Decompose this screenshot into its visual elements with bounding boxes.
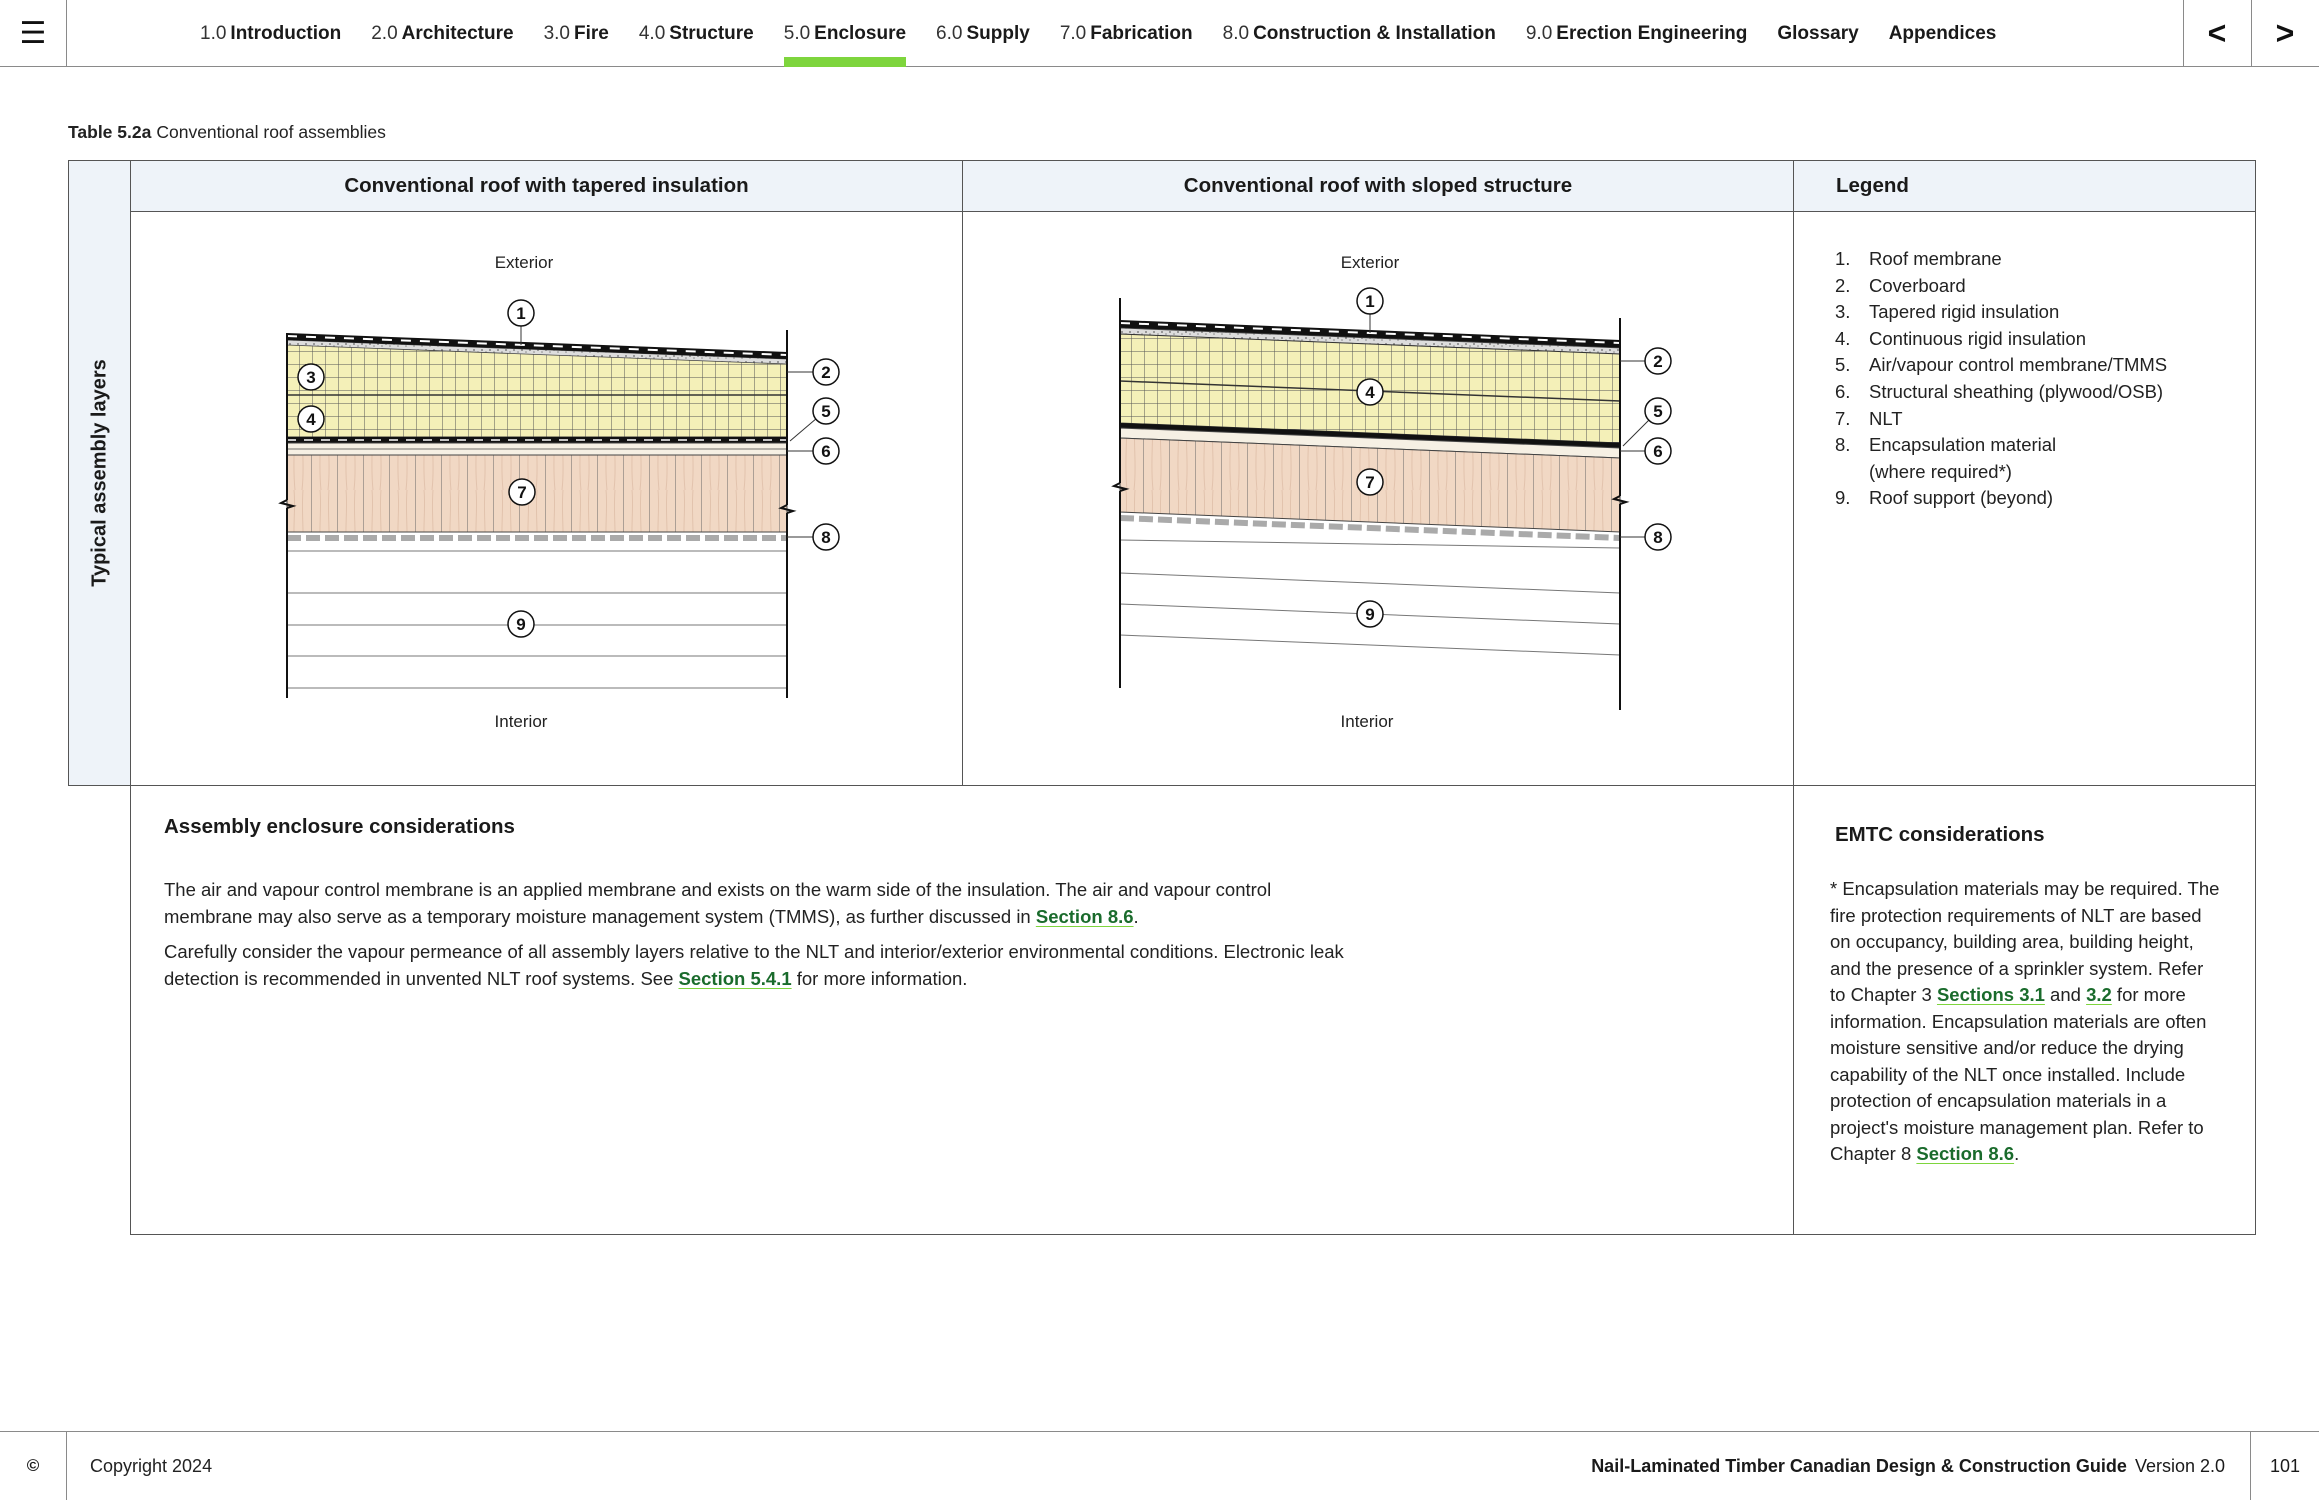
legend-text: NLT — [1869, 407, 1903, 429]
callout-1: 1 — [516, 304, 526, 323]
legend-text: Air/vapour control membrane/TMMS — [1869, 354, 2168, 376]
guide-title — [1591, 1432, 2225, 1500]
callout-3: 3 — [306, 368, 316, 387]
section-5-4-1-link[interactable]: Section 5.4.1 — [678, 967, 792, 989]
diagram-sloped-structure — [1114, 253, 1671, 731]
legend-number: 2. — [1835, 274, 1851, 296]
page-number: 101 — [2250, 1432, 2319, 1500]
menu-icon[interactable]: ☰ — [0, 0, 67, 67]
paragraph-text: . — [1133, 905, 1139, 927]
legend-item — [1835, 299, 2189, 326]
legend-item — [1835, 485, 2189, 512]
paragraph-text: for more information. — [791, 967, 968, 989]
paragraph-text: and — [2044, 984, 2087, 1005]
callout-2: 2 — [821, 363, 831, 382]
section-3-2-link[interactable]: 3.2 — [2086, 984, 2112, 1005]
legend-item — [1835, 326, 2189, 353]
sections-3-1-link[interactable]: Sections 3.1 — [1936, 984, 2045, 1005]
legend-number: 1. — [1835, 248, 1851, 269]
enclosure-title: Assembly enclosure considerations — [164, 815, 515, 838]
section-8-6-link[interactable]: Section 8.6 — [1035, 905, 1134, 927]
tab-number: 8.0 — [1222, 22, 1250, 44]
tab-number: 5.0 — [783, 22, 811, 44]
tab-label: Fabrication — [1090, 22, 1193, 44]
tab-label: Glossary — [1777, 22, 1859, 44]
legend-number: 9. — [1835, 487, 1851, 509]
emtc-title: EMTC considerations — [1835, 823, 2045, 846]
legend-item — [1835, 352, 2189, 379]
emtc-paragraph — [1830, 876, 2220, 1168]
interior-label: Interior — [494, 712, 548, 731]
tab-label: Erection Engineering — [1556, 22, 1748, 44]
paragraph-text: Carefully consider the vapour permeance of all assembly layers relative to the NLT and interior/exterior environmental conditions. Electronic leak detection is recommended in unvented NLT roof systems. See — [164, 941, 1344, 989]
legend-item — [1835, 406, 2189, 433]
tab-number: 2.0 — [371, 22, 398, 44]
tab-number: 6.0 — [936, 22, 963, 44]
legend-text: Roof membrane — [1869, 248, 2002, 269]
legend-number: 8. — [1835, 434, 1851, 456]
legend-text: Roof support (beyond) — [1869, 487, 2054, 509]
tab-label: Introduction — [230, 22, 342, 44]
legend-number: 5. — [1835, 354, 1851, 376]
callout-9: 9 — [1365, 605, 1375, 624]
legend-number: 4. — [1835, 327, 1851, 349]
legend-number: 3. — [1835, 301, 1851, 323]
paragraph-text: * Encapsulation materials may be required. The fire protection requirements of NLT are based on occupancy, building area, building height, and the presence of a sprinkler system. Refer to Chapter 3 — [1830, 878, 2220, 1005]
legend-list — [1835, 246, 2189, 512]
legend-item — [1835, 432, 2189, 485]
callout-7: 7 — [1365, 473, 1375, 492]
header-tapered-insulation: Conventional roof with tapered insulation — [130, 160, 963, 212]
row-label: Typical assembly layers — [88, 359, 110, 587]
tab-number: 3.0 — [543, 22, 570, 44]
chevron-right-icon: > — [2275, 15, 2295, 51]
callout-6: 6 — [821, 442, 831, 461]
interior-label: Interior — [1340, 712, 1394, 731]
legend-text: Coverboard — [1869, 274, 1966, 296]
tab-label: Fire — [574, 22, 609, 44]
guide-version: Version 2.0 — [2134, 1455, 2225, 1476]
paragraph-text: The air and vapour control membrane is an applied membrane and exists on the warm side of the insulation. The air and vapour control membrane may also serve as a temporary moisture management system (TMMS), as further discussed in — [164, 879, 1272, 927]
section-8-6-link[interactable]: Section 8.6 — [1916, 1143, 2015, 1164]
legend-text: Structural sheathing (plywood/OSB) — [1869, 380, 2164, 402]
paragraph-text: . — [2014, 1143, 2020, 1164]
tab-number: 4.0 — [638, 22, 666, 44]
legend-text: Tapered rigid insulation — [1869, 301, 2060, 323]
exterior-label: Exterior — [1340, 253, 1400, 272]
legend-item — [1835, 273, 2189, 300]
tab-number: 7.0 — [1059, 22, 1087, 44]
tab-label: Construction & Installation — [1253, 22, 1496, 44]
tab-label: Supply — [966, 22, 1030, 44]
table-caption-label: Table 5.2a — [68, 122, 152, 142]
exterior-label: Exterior — [494, 253, 554, 272]
tab-number: 1.0 — [200, 22, 227, 44]
guide-name: Nail-Laminated Timber Canadian Design & Construction Guide — [1591, 1455, 2127, 1476]
legend-item — [1835, 246, 2189, 273]
legend-text: Continuous rigid insulation — [1869, 327, 2086, 349]
table-caption-text: Conventional roof assemblies — [156, 122, 386, 142]
enclosure-paragraph-1 — [164, 877, 1354, 930]
callout-8: 8 — [821, 528, 831, 547]
paragraph-text: for more information. Encapsulation materials are often moisture sensitive and/or reduce the drying capability of the NLT once installed. Include protection of encapsulation materials in a project's moisture management plan. Refer to Chapter 8 — [1830, 984, 2207, 1164]
header-sloped-structure: Conventional roof with sloped structure — [962, 160, 1794, 212]
header-legend: Legend — [1793, 160, 2256, 212]
callout-9: 9 — [516, 615, 526, 634]
callout-7: 7 — [517, 483, 527, 502]
legend-number: 7. — [1835, 407, 1851, 429]
tab-label: Enclosure — [814, 22, 907, 44]
callout-2: 2 — [1653, 352, 1663, 371]
copyright-icon: © — [0, 1432, 67, 1500]
legend-item — [1835, 379, 2189, 406]
tab-number: 9.0 — [1525, 22, 1553, 44]
callout-5: 5 — [1653, 402, 1663, 421]
callout-6: 6 — [1653, 442, 1663, 461]
callout-4: 4 — [1365, 383, 1375, 402]
callout-8: 8 — [1653, 528, 1663, 547]
chevron-left-icon: < — [2207, 15, 2227, 51]
legend-number: 6. — [1835, 380, 1851, 402]
enclosure-considerations-cell — [130, 785, 1794, 1235]
tab-label: Appendices — [1888, 22, 1997, 44]
tab-label: Architecture — [401, 22, 514, 44]
callout-1: 1 — [1365, 292, 1375, 311]
copyright-text: Copyright 2024 — [90, 1455, 213, 1476]
tab-label: Structure — [669, 22, 754, 44]
page-footer — [0, 1431, 2319, 1500]
diagram-tapered-insulation — [281, 253, 839, 731]
callout-4: 4 — [306, 410, 316, 429]
enclosure-paragraph-2 — [164, 939, 1354, 992]
legend-text: Encapsulation material (where required*) — [1869, 434, 2057, 482]
callout-5: 5 — [821, 402, 831, 421]
